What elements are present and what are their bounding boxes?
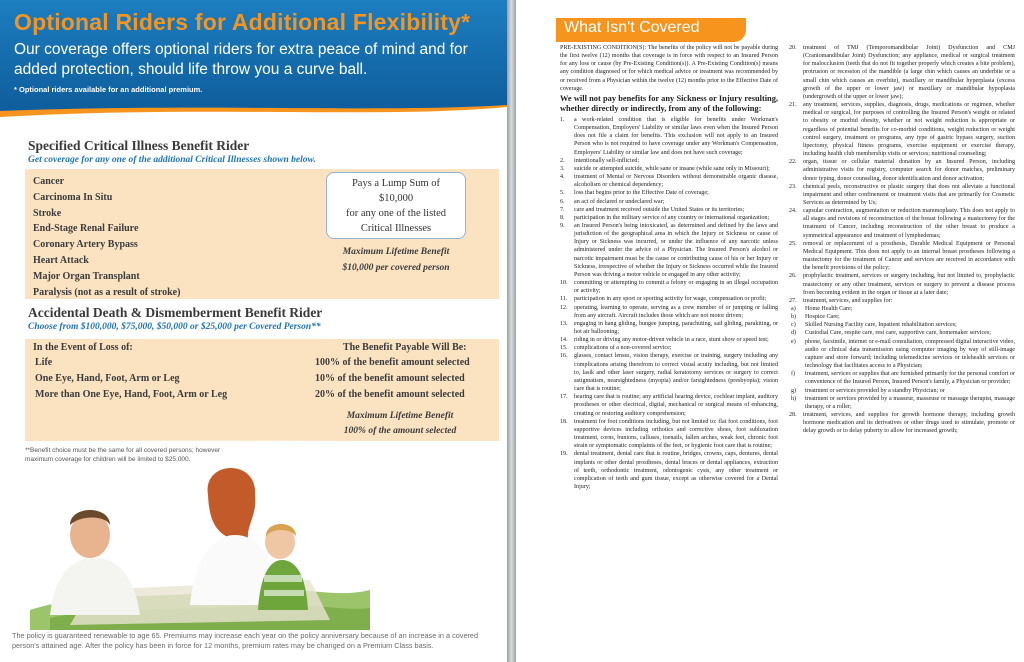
critical-illness-title: Specified Critical Illness Benefit Rider	[28, 138, 250, 153]
item-number: 4.	[560, 174, 565, 181]
list-item	[789, 313, 1015, 321]
hero-banner	[0, 0, 507, 103]
item-text: a work-related condition that is eligible for benefits under Workman's Compensation, Employers' Liability or similar laws even when the Insured Person does not file a claim for benefits. This exclusion will not apply to an Insured Person who is not required to have coverage under any Workman's Compensation, Employers' Liability or similar law and does not have such coverage;	[574, 116, 778, 156]
benefit-cell: 100% of the benefit amount selected	[315, 357, 470, 368]
list-item: Carcinoma In Situ	[33, 191, 113, 203]
list-item: Paralysis (not as a result of stroke)	[33, 286, 181, 298]
item-text: organ, tissue or cellular material donation by an Insured Person, including administrative visits for registry, computer search for donor matches, preliminary donor typing, donor counseling, donor identification and donor activation;	[803, 159, 1015, 182]
list-item	[560, 304, 778, 320]
list-item	[560, 189, 778, 197]
item-number: 6.	[560, 198, 565, 205]
add-rider-box	[25, 339, 499, 441]
add-max-benefit	[315, 409, 485, 439]
item-text: engaging in hang gliding, bungee jumping, parachuting, sail gliding, parakiting, or hot air ballooning;	[574, 320, 778, 335]
item-number: b)	[791, 314, 797, 321]
right-page	[516, 0, 1024, 662]
item-number: 9.	[560, 222, 565, 229]
lump-line: for any one of the listed	[345, 208, 446, 219]
item-number: 8.	[560, 214, 565, 221]
item-text: treatment or services provided by a masseur, masseuse or massage therapist, massage therapy, or a roller;	[805, 395, 1015, 410]
item-text: treatment, services, and supplies for growth hormone therapy, including growth hormone medication and its derivatives or other drugs used to stimulate, promote or delay growth or to delay puberty to allow for increased growth;	[803, 412, 1015, 435]
list-item	[560, 393, 778, 417]
item-number: 16.	[560, 353, 568, 360]
item-text: participation in the military service of any country or international organization;	[574, 214, 770, 221]
item-text: hearing care that is routine; any artificial hearing device, cochlear implant, auditory prostheses or other electrical, digital, mechanical or surgical means of enhancing, creating or restoring auditory comprehension;	[574, 394, 778, 417]
item-text: prophylactic treatment, services or surgery including, but not limited to, prophylactic mastectomy or any other treatment, services or surgery to prevent a disease process from becoming evident in the organ or tissue at a later date;	[803, 273, 1015, 296]
list-item	[789, 338, 1015, 371]
item-text: suicide or attempted suicide, while sane or insane (while sane only in Missouri);	[574, 165, 770, 172]
list-item	[789, 183, 1015, 207]
list-item	[560, 206, 778, 214]
list-item: Major Organ Transplant	[33, 270, 140, 282]
item-text: Skilled Nursing Facility care, Inpatient rehabilitation services;	[805, 322, 957, 329]
item-number: e)	[791, 338, 796, 345]
item-text: committing or attempting to commit a felony or engaging in an illegal occupation or activity;	[574, 280, 778, 295]
benefit-cell: 20% of the benefit amount selected	[315, 389, 465, 400]
item-text: participation in any sport or sporting activity for wage, compensation or profit;	[574, 296, 767, 303]
item-number: c)	[791, 322, 796, 329]
sub-item-list	[789, 305, 1015, 411]
item-number: 17.	[560, 394, 568, 401]
item-text: loss that begins prior to the Effective Date of coverage;	[574, 190, 709, 197]
exclusions-column-left	[560, 44, 778, 491]
item-number: 27.	[789, 297, 797, 304]
item-text: dental treatment, dental care that is routine, bridges, crowns, caps, dentures, dental implants or other dental prostheses, dental braces or dental appliances, extraction of teeth, orthodontic treatment, odontogenic cysts, any other treatment or complication of teeth and gum tissue, except as otherwise covered for a Dental Injury;	[574, 451, 778, 490]
list-item: Stroke	[33, 207, 62, 219]
item-number: 5.	[560, 190, 565, 197]
list-item	[789, 387, 1015, 395]
list-item: Heart Attack	[33, 254, 89, 266]
item-number: 13.	[560, 320, 568, 327]
item-number: 28.	[789, 412, 797, 419]
decorative-swoosh	[0, 103, 507, 121]
exclusions-lead: We will not pay benefits for any Sickness or Injury resulting, whether directly or indirectly, from any of the following:	[560, 93, 778, 113]
list-item	[560, 165, 778, 173]
list-item	[560, 418, 778, 451]
item-text: operating, learning to operate, serving as a crew member of or jumping or falling from any aircraft. Aircraft includes those which are not motor driven;	[574, 304, 778, 319]
item-text: treatment of TMJ (Temporomandibular Joint) Dysfunction and CMJ (Craniomandibular Joint) Dysfunction; any appliance, medical or surgical treatment for malocclusion (teeth that do not fit together properly which creates a bite problem), protrusion or recession of the mandible (a large chin which causes an underbite or a small chin which causes an overbite), maxillary or mandibular hyperplasia (excess growth of the upper or lower jaw) or maxillary or mandibular hypoplasia (undergrowth of the upper or lower jaw);	[803, 45, 1015, 100]
benefit-cell: 10% of the benefit amount selected	[315, 373, 465, 384]
list-item	[560, 157, 778, 165]
item-number: 2.	[560, 157, 565, 164]
list-item	[789, 370, 1015, 386]
item-number: 3.	[560, 165, 565, 172]
item-number: 23.	[789, 183, 797, 190]
lump-line: Critical Illnesses	[360, 223, 432, 234]
item-text: Hospice Care;	[805, 314, 840, 321]
item-number: 1.	[560, 116, 565, 123]
lump-sum-callout	[326, 172, 466, 239]
item-text: treatment of Mental or Nervous Disorders without demonstrable organic disease, alcoholism or chemical dependency;	[574, 174, 778, 189]
item-number: g)	[791, 387, 797, 394]
item-text: care and treatment received outside the United States or its territories;	[574, 206, 745, 213]
list-item	[789, 272, 1015, 296]
item-text: an Insured Person's being intoxicated, as determined and defined by the laws and jurisdiction of the geographical area in which the Injury or Sickness or cause of Injury or Sickness was incurred, or under the influence of any narcotic unless administered under the advice of a Physician. The Insured Person's alcohol or narcotic impairment must be the cause or contributing cause of his or her Injury or Sickness, irrespective of whether the Injury or Sickness occurred while the Insured Person was driving a motor vehicle or engaged in any other activity;	[574, 222, 778, 278]
item-text: capsular contraction, augmentation or reduction mammoplasty. This does not apply to all stages and revisions of reconstruction of the breast following a mastectomy for the treatment of Cancer, including reconstruction of the other breast to produce a symmetrical appearance and treatment of lymphedemas;	[803, 208, 1015, 239]
list-item	[789, 101, 1015, 158]
list-item	[789, 207, 1015, 240]
list-item	[560, 450, 778, 491]
max-benefit-label: Maximum Lifetime Benefit	[342, 247, 450, 257]
table-row	[35, 357, 490, 373]
item-number: 21.	[789, 102, 797, 109]
benefit-column-header: The Benefit Payable Will Be:	[343, 342, 467, 353]
list-item	[789, 395, 1015, 411]
list-item: End-Stage Renal Failure	[33, 223, 139, 235]
exclusion-list-left	[560, 116, 778, 491]
list-item	[560, 222, 778, 279]
list-item	[560, 352, 778, 393]
lump-line: $10,000	[378, 193, 414, 204]
list-item	[560, 173, 778, 189]
exclusions-title: What Isn't Covered	[564, 19, 700, 36]
list-item	[789, 240, 1015, 273]
critical-illness-subtitle: Get coverage for any one of the additional Critical Illnesses shown below.	[28, 155, 316, 165]
item-text: treatment for foot conditions including, but not limited to: flat foot conditions, foot supportive devices including orthotics and corrective shoes, foot subluxation treatment, corns, bunions, calluses, toenails, fallen arches, weak feet, chronic foot strain or symptomatic complaints of the feet, or hygienic foot care that is routine;	[574, 418, 778, 450]
exclusions-column-right	[789, 44, 1015, 436]
item-text: removal or replacement of a prosthesis, Durable Medical Equipment or Personal Medical Equipment. This does not apply to an internal breast prostheses following a mastectomy for the treatment of Cancer and services are received in accordance with the benefit provisions of the policy;	[803, 240, 1015, 272]
list-item	[789, 158, 1015, 182]
max-benefit-label: Maximum Lifetime Benefit	[346, 411, 454, 421]
item-number: 26.	[789, 273, 797, 280]
table-row	[35, 373, 490, 389]
exclusion-list-right	[789, 44, 1015, 305]
preexisting-paragraph: PRE-EXISTING CONDITION(S): The benefits of the policy will not be payable during the first twelve (12) months that coverage is in force with respect to an Insured Person for any loss or cause (by Pre-Existing Condition(s)). A Pre-Existing Condition(s) means any condition diagnosed or for which medical advice or treatment was recommended by or received from a Physician within the twelve (12) months prior to the Effective Date of coverage.	[560, 45, 778, 92]
item-number: 18.	[560, 418, 568, 425]
renewal-footer: The policy is guaranteed renewable to age 65. Premiums may increase each year on the policy anniversary because of an increase in a covered person's attained age. After the policy has been in force for 12 months, premium rates may be changed on a Premium Class basis.	[12, 631, 479, 650]
loss-cell: Life	[35, 357, 53, 368]
page-gutter	[507, 0, 516, 662]
list-item	[789, 305, 1015, 313]
list-item	[560, 336, 778, 344]
loss-cell: One Eye, Hand, Foot, Arm or Leg	[35, 373, 180, 384]
list-item	[789, 411, 1015, 435]
item-text: Custodial Care, respite care, rest care, supportive care, homemaker services;	[805, 330, 991, 337]
list-item: Cancer	[33, 176, 65, 187]
list-item	[560, 198, 778, 206]
item-text: chemical peels, reconstructive or plastic surgery that does not alleviate a functional impairment and other confinement or treatment visits that are primarily for Cosmetic Services as determined by Us;	[803, 183, 1015, 206]
max-benefit-value: $10,000 per covered person	[342, 263, 450, 273]
list-item	[789, 329, 1015, 337]
page-subtitle: Our coverage offers optional riders for extra peace of mind and for added protection, should life throw you a curve ball.	[14, 41, 468, 78]
list-item	[789, 297, 1015, 305]
item-text: treatment, services, and supplies for:	[803, 297, 893, 304]
item-text: riding in or driving any motor-driven vehicle in a race, stunt show or speed test;	[574, 337, 769, 344]
item-number: 7.	[560, 206, 565, 213]
loss-cell: More than One Eye, Hand, Foot, Arm or Leg	[35, 389, 228, 400]
family-photo	[30, 440, 370, 630]
item-text: intentionally self-inflicted;	[574, 157, 640, 164]
list-item	[560, 214, 778, 222]
table-row	[35, 389, 490, 405]
max-benefit-value: 100% of the amount selected	[343, 426, 457, 436]
item-number: 14.	[560, 337, 568, 344]
item-number: 12.	[560, 304, 568, 311]
lump-line: Pays a Lump Sum of	[351, 178, 441, 189]
list-item	[560, 279, 778, 295]
list-item	[560, 295, 778, 303]
item-number: 20.	[789, 45, 797, 51]
item-number: 22.	[789, 159, 797, 166]
list-item	[789, 321, 1015, 329]
list-item	[560, 320, 778, 336]
item-number: a)	[791, 306, 796, 312]
item-text: any treatment, services, supplies, diagnosis, drugs, medications or regimen, whether medical or surgical, for purposes of controlling the Insured Person's weight or related to obesity or morbid obesity, whether or not weight reduction is appropriate or regardless of potential benefits for co-morbid conditions, weight reduction or weight control surgery, treatment or programs, any type of gastric bypass surgery, suction lipectomy, physical fitness programs, exercise equipment or exercise therapy, including health club membership visits or services; nutritional counseling;	[803, 102, 1015, 158]
left-page	[0, 0, 507, 662]
loss-column-header: In the Event of Loss of:	[33, 342, 133, 353]
item-number: f)	[791, 371, 796, 378]
list-item	[560, 344, 778, 352]
item-text: an act of declared or undeclared war;	[574, 198, 665, 205]
benefit-note: **Benefit choice must be the same for all covered persons; however maximum coverage for children will be limited to $25,000.	[25, 447, 221, 463]
critical-illness-max-benefit	[328, 244, 464, 276]
item-text: glasses, contact lenses, vision therapy, exercise or training, surgery including any complications arising therefrom to correct visual acuity including, but not limited to, lasik and other laser surgery, radial keratotomy services or surgery to correct astigmatism, nearsightedness (myopia) and/or farsightedness (presbyopia); vision care that is routine;	[574, 353, 778, 393]
item-text: Home Health Care;	[805, 306, 853, 312]
list-item	[789, 44, 1015, 101]
page-title: Optional Riders for Additional Flexibility*	[14, 9, 471, 35]
item-number: d)	[791, 330, 797, 337]
illness-list	[33, 174, 180, 300]
item-number: 25.	[789, 240, 797, 247]
add-rider-title: Accidental Death & Dismemberment Benefit Rider	[28, 305, 323, 320]
item-number: 15.	[560, 345, 568, 352]
item-number: 19.	[560, 451, 568, 458]
item-text: phone, facsimile, internet or e-mail consultation, compressed digital interactive video, audio or clinical data transmission using computer imaging by way of still-image capture and store forward; including telemedicine services or telehealth services or technology that facilitates access to a Physician;	[805, 338, 1015, 370]
add-rider-subtitle: Choose from $100,000, $75,000, $50,000 or $25,000 per Covered Person**	[28, 322, 321, 332]
item-number: 10.	[560, 280, 568, 287]
critical-illness-box	[25, 169, 499, 299]
item-number: 24.	[789, 208, 797, 215]
item-number: 11.	[560, 296, 568, 303]
list-item: Coronary Artery Bypass	[33, 239, 138, 251]
item-text: treatment or services provided by a standby Physician; or	[805, 387, 945, 394]
item-text: treatment, services or supplies that are furnished primarily for the personal comfort or convenience of the Insured Person, Insured Person's family, a Physician or provider;	[805, 371, 1015, 386]
riders-footnote: * Optional riders available for an additional premium.	[14, 85, 203, 94]
list-item	[560, 116, 778, 157]
item-text: complications of a non-covered service;	[574, 345, 672, 352]
item-number: h)	[791, 395, 797, 402]
